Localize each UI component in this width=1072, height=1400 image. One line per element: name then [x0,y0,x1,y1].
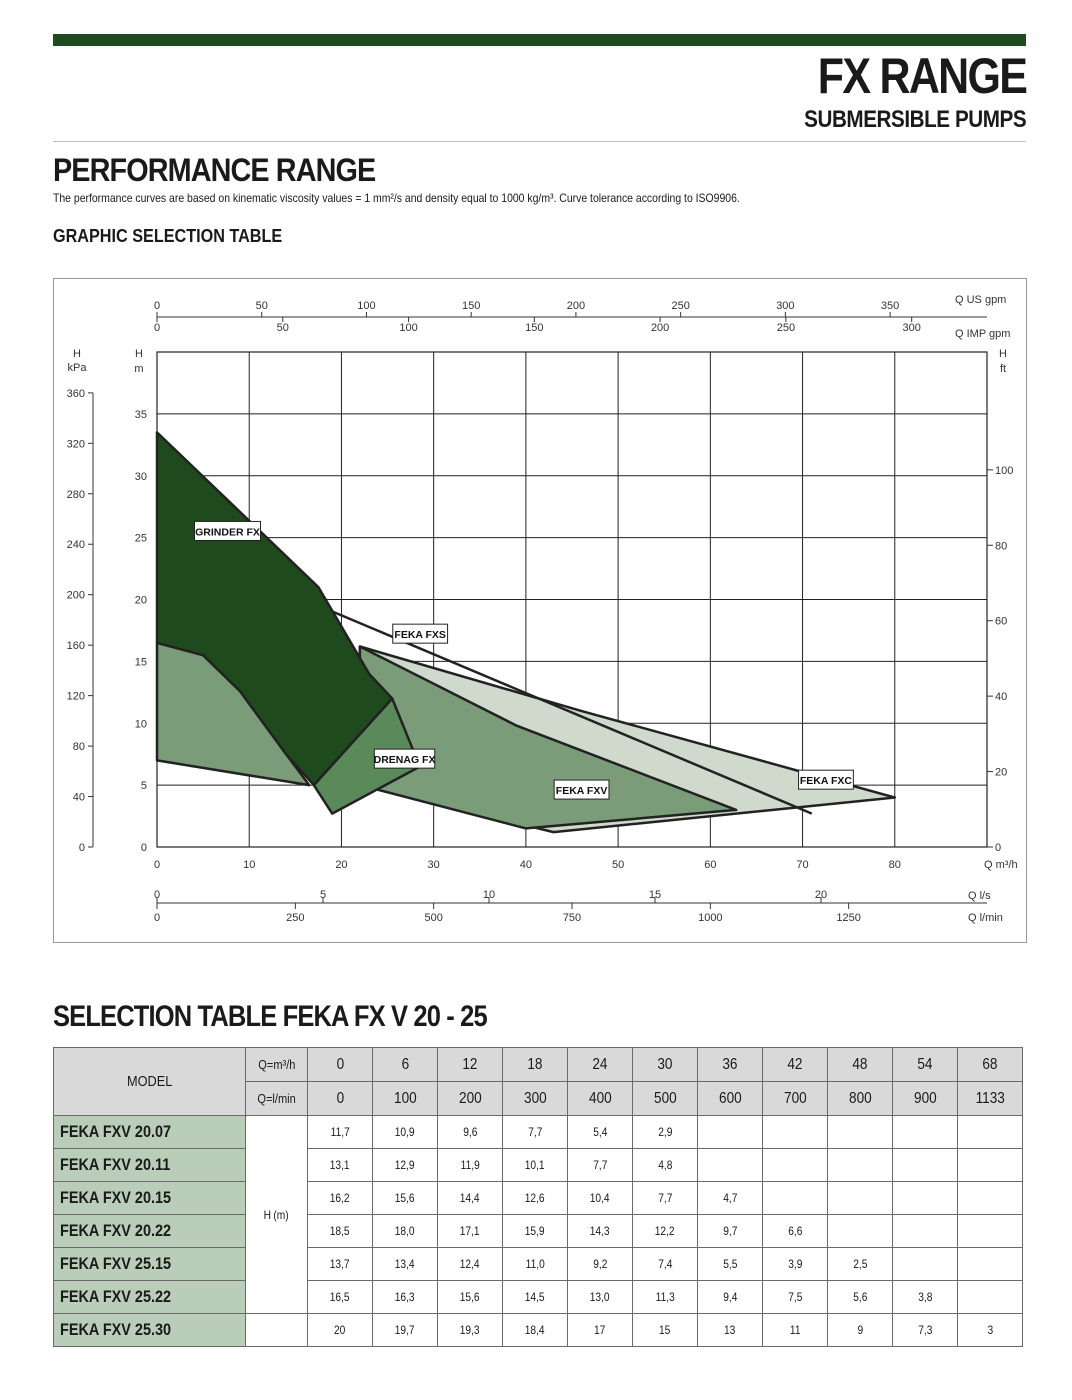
kpa-tick-label: 120 [66,690,85,703]
x-axis-label: Q m³/h [984,859,1018,871]
q-m3h-cell: 42 [763,1048,828,1082]
q-lmin-cell: 100 [373,1082,438,1116]
y-tick-m: 10 [134,718,147,731]
ft-tick-label: 100 [995,464,1014,477]
table-row [54,1248,1023,1281]
head-value: 7,7 [503,1116,568,1149]
head-value [958,1281,1023,1314]
q-m3h-cell: 12 [438,1048,503,1082]
q-lmin-cell: 300 [503,1082,568,1116]
lmin-axis-label: Q l/min [968,912,1003,924]
us-gpm-tick-label: 0 [153,300,161,312]
kpa-tick-label: 160 [66,640,85,653]
lmin-tick-label: 1250 [836,912,861,924]
us-gpm-tick-label: 350 [880,300,900,312]
range-subtitle: SUBMERSIBLE PUMPS [803,106,1026,133]
region-label: FEKA FXS [394,629,446,642]
kpa-tick-label: 40 [72,791,85,804]
head-value: 7,3 [893,1314,958,1347]
head-value: 7,5 [763,1281,828,1314]
ft-tick-label: 40 [995,691,1008,704]
y-tick-m: 35 [134,408,147,421]
kpa-tick-label: 280 [66,488,85,501]
head-value: 12,4 [438,1248,503,1281]
imp-gpm-label: Q IMP gpm [955,328,1011,340]
y-tick-m: 0 [140,842,147,854]
ls-tick-label: 5 [319,889,327,901]
q-m3h-cell: 36 [698,1048,763,1082]
head-value: 11,7 [308,1116,373,1149]
head-value: 13,4 [373,1248,438,1281]
head-value: 10,4 [568,1182,633,1215]
ls-tick-label: 15 [648,889,662,901]
head-value: 14,5 [503,1281,568,1314]
q-m3h-cell: 0 [308,1048,373,1082]
us-gpm-label: Q US gpm [955,294,1007,306]
us-gpm-tick-label: 200 [566,300,586,312]
head-value: 16,5 [308,1281,373,1314]
head-value: 11,3 [633,1281,698,1314]
head-value: 14,3 [568,1215,633,1248]
section-note: The performance curves are based on kinematic viscosity values = 1 mm²/s and density equal to 1000 kg/m³. Curve tolerance according to ISO9906. [53,191,740,205]
ls-tick-label: 10 [482,889,496,901]
head-value [698,1116,763,1149]
selection-table [53,1047,1023,1347]
head-value: 9,4 [698,1281,763,1314]
head-value: 7,4 [633,1248,698,1281]
head-value: 14,4 [438,1182,503,1215]
head-value [763,1116,828,1149]
q-m3h-cell: 48 [828,1048,893,1082]
ft-tick-label: 60 [995,615,1008,628]
imp-gpm-tick-label: 0 [153,322,161,334]
q-lmin-cell: 1133 [958,1082,1023,1116]
lmin-tick-label: 750 [562,912,582,924]
q-m3h-cell: 6 [373,1048,438,1082]
table-row [54,1116,1023,1149]
head-value: 7,7 [633,1182,698,1215]
head-value: 5,4 [568,1116,633,1149]
head-value [958,1182,1023,1215]
q-lmin-cell: 800 [828,1082,893,1116]
head-value: 17 [568,1314,633,1347]
head-value: 11 [763,1314,828,1347]
table-row [54,1215,1023,1248]
performance-chart [1,1,1072,1001]
model-name: FEKA FXV 25.30 [54,1314,246,1347]
chart-subtitle: GRAPHIC SELECTION TABLE [53,226,283,246]
h-unit-cell: H (m) [246,1116,308,1314]
lmin-tick-label: 1000 [698,912,723,924]
kpa-axis-label: H [73,348,81,360]
head-value [828,1215,893,1248]
imp-gpm-tick-label: 100 [399,322,418,334]
imp-gpm-tick-label: 150 [525,322,544,334]
selection-title: SELECTION TABLE FEKA FX V 20 - 25 [53,1000,487,1033]
head-value [698,1149,763,1182]
ls-tick-label: 20 [814,889,828,901]
us-gpm-tick-label: 100 [357,300,376,312]
ft-tick-label: 20 [995,766,1008,779]
head-value: 19,3 [438,1314,503,1347]
head-value: 15,6 [373,1182,438,1215]
lmin-tick-label: 500 [424,912,443,924]
head-value: 9,6 [438,1116,503,1149]
head-value: 15,6 [438,1281,503,1314]
us-gpm-tick-label: 50 [255,300,268,312]
x-tick-m3h: 60 [704,859,717,871]
y-tick-m: 15 [134,656,147,669]
model-name: FEKA FXV 20.22 [54,1215,246,1248]
chart-frame [53,278,1027,943]
head-value [828,1116,893,1149]
head-value: 10,9 [373,1116,438,1149]
q-lmin-unit: Q=l/min [246,1082,308,1116]
range-title: FX RANGE [817,48,1026,104]
head-value: 12,6 [503,1182,568,1215]
x-tick-m3h: 40 [519,859,533,871]
model-name: FEKA FXV 25.15 [54,1248,246,1281]
h-axis-label: H [135,348,143,360]
head-value: 20 [308,1314,373,1347]
section-title: PERFORMANCE RANGE [53,152,376,188]
head-value [958,1215,1023,1248]
lmin-tick-label: 0 [153,912,161,924]
head-value: 3,9 [763,1248,828,1281]
kpa-tick-label: 240 [66,539,85,552]
head-value: 13,1 [308,1149,373,1182]
ls-tick-label: 0 [153,889,161,901]
head-value [763,1149,828,1182]
q-m3h-unit: Q=m³/h [246,1048,308,1082]
head-value [893,1149,958,1182]
head-value: 11,9 [438,1149,503,1182]
head-value: 18,4 [503,1314,568,1347]
head-value: 10,1 [503,1149,568,1182]
head-value: 12,9 [373,1149,438,1182]
q-lmin-cell: 400 [568,1082,633,1116]
head-value [958,1116,1023,1149]
head-value: 18,0 [373,1215,438,1248]
head-value: 13,0 [568,1281,633,1314]
x-tick-m3h: 10 [243,859,256,871]
model-header: MODEL [54,1048,246,1116]
head-value [828,1149,893,1182]
x-tick-m3h: 30 [427,859,440,871]
imp-gpm-tick-label: 250 [776,322,796,334]
head-value [958,1248,1023,1281]
region-label: DRENAG FX [373,754,436,767]
q-lmin-cell: 200 [438,1082,503,1116]
ft-tick-label: 80 [995,540,1008,553]
head-value: 13,7 [308,1248,373,1281]
head-value: 16,3 [373,1281,438,1314]
head-value [893,1248,958,1281]
x-tick-m3h: 70 [796,859,809,871]
head-value: 6,6 [763,1215,828,1248]
model-name: FEKA FXV 20.07 [54,1116,246,1149]
kpa-tick-label: 80 [72,741,85,754]
kpa-tick-label: 320 [66,438,85,451]
q-m3h-cell: 24 [568,1048,633,1082]
q-m3h-cell: 68 [958,1048,1023,1082]
q-lmin-cell: 900 [893,1082,958,1116]
y-tick-m: 20 [134,594,147,607]
q-lmin-cell: 700 [763,1082,828,1116]
head-value: 2,9 [633,1116,698,1149]
q-lmin-cell: 600 [698,1082,763,1116]
region-label: FEKA FXV [555,785,608,798]
us-gpm-tick-label: 250 [671,300,690,312]
head-value: 5,5 [698,1248,763,1281]
region-label: FEKA FXC [799,775,853,788]
head-value: 13 [698,1314,763,1347]
y-tick-m: 30 [134,470,147,483]
head-value: 9,2 [568,1248,633,1281]
head-value: 12,2 [633,1215,698,1248]
imp-gpm-tick-label: 50 [276,322,289,334]
head-value [763,1182,828,1215]
table-row [54,1281,1023,1314]
head-value: 9,7 [698,1215,763,1248]
q-lmin-cell: 500 [633,1082,698,1116]
head-value [893,1182,958,1215]
head-value: 3 [958,1314,1023,1347]
table-row [54,1182,1023,1215]
kpa-tick-label: 200 [66,589,85,602]
q-lmin-cell: 0 [308,1082,373,1116]
x-tick-m3h: 20 [335,859,348,871]
head-value: 15,9 [503,1215,568,1248]
x-tick-m3h: 80 [888,859,901,871]
ft-axis-label: H [999,348,1007,360]
head-value [893,1116,958,1149]
y-tick-m: 5 [140,780,147,793]
y-tick-m: 25 [134,532,147,545]
ft-axis-unit: ft [999,363,1007,375]
head-value: 4,8 [633,1149,698,1182]
ft-tick-label: 0 [995,842,1002,854]
table-row [54,1149,1023,1182]
table-row [54,1314,1023,1347]
q-m3h-cell: 54 [893,1048,958,1082]
us-gpm-tick-label: 300 [776,300,795,312]
q-m3h-cell: 18 [503,1048,568,1082]
kpa-axis-unit: kPa [67,362,87,374]
region-label: GRINDER FX [195,526,260,539]
head-value: 15 [633,1314,698,1347]
imp-gpm-tick-label: 200 [650,322,670,334]
head-value: 4,7 [698,1182,763,1215]
x-tick-m3h: 0 [153,859,161,871]
head-value: 3,8 [893,1281,958,1314]
ls-axis-label: Q l/s [968,890,991,902]
head-value: 7,7 [568,1149,633,1182]
head-value: 19,7 [373,1314,438,1347]
model-name: FEKA FXV 20.15 [54,1182,246,1215]
head-value: 18,5 [308,1215,373,1248]
imp-gpm-tick-label: 300 [902,322,921,334]
head-value [828,1182,893,1215]
head-value: 5,6 [828,1281,893,1314]
head-value: 11,0 [503,1248,568,1281]
head-value [958,1149,1023,1182]
head-value [893,1215,958,1248]
head-value: 2,5 [828,1248,893,1281]
kpa-tick-label: 0 [78,842,85,854]
head-value: 9 [828,1314,893,1347]
x-tick-m3h: 50 [611,859,625,871]
q-m3h-cell: 30 [633,1048,698,1082]
lmin-tick-label: 250 [286,912,305,924]
h-axis-unit: m [134,363,144,375]
head-value: 16,2 [308,1182,373,1215]
kpa-tick-label: 360 [66,387,85,400]
empty-unit-cell [246,1314,308,1347]
head-value: 17,1 [438,1215,503,1248]
model-name: FEKA FXV 20.11 [54,1149,246,1182]
model-name: FEKA FXV 25.22 [54,1281,246,1314]
us-gpm-tick-label: 150 [462,300,481,312]
